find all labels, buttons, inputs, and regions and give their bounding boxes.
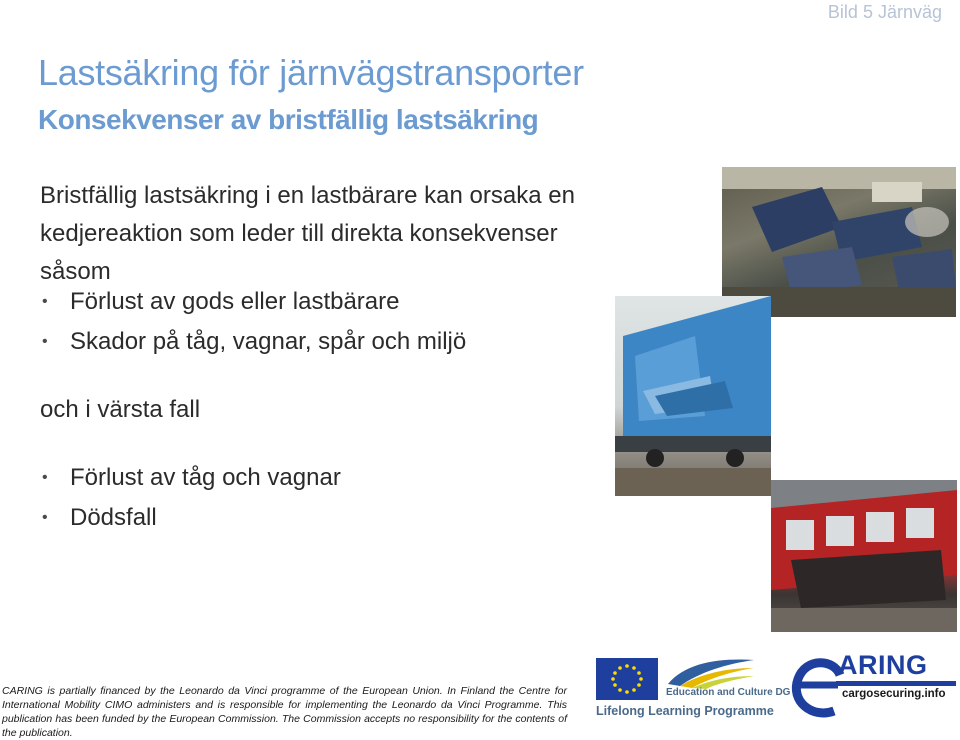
- bullet-icon: •: [42, 469, 48, 486]
- bullet-list-worst-case: [40, 458, 341, 538]
- bullet-list-consequences: [40, 282, 466, 362]
- education-culture-wing-icon: [666, 656, 756, 690]
- caring-url[interactable]: cargosecuring.info: [842, 688, 946, 700]
- footer-disclaimer: CARING is partially financed by the Leonardo da Vinci programme of the European Union. In Finland the Centre for International Mobility CIMO administers and is responsible for implementing the Leonardo da Vinci Programme. This publication has been funded by the European Commission. The Commission accepts no responsibility for the contents of the publication.: [2, 685, 567, 739]
- list-item: [40, 322, 466, 362]
- bullet-icon: •: [42, 293, 48, 310]
- intro-paragraph: Bristfällig lastsäkring i en lastbärare kan orsaka en kedjereaktion som leder till direkta konsekvenser såsom: [40, 182, 575, 285]
- photo-derailed-wagons: [722, 167, 956, 317]
- list-item-text: Förlust av gods eller lastbärare: [70, 288, 400, 315]
- photo-damaged-wagon: [615, 296, 771, 496]
- list-item-text: Förlust av tåg och vagnar: [70, 464, 341, 491]
- list-item: [40, 498, 341, 538]
- photo-crashed-train: [771, 480, 957, 632]
- list-item-text: Dödsfall: [70, 504, 157, 531]
- slide-subtitle: Konsekvenser av bristfällig lastsäkring: [38, 104, 539, 135]
- list-item: [40, 282, 466, 322]
- mid-paragraph: och i värsta fall: [40, 396, 201, 423]
- bullet-icon: •: [42, 509, 48, 526]
- eu-flag-icon: [596, 658, 658, 700]
- list-item: [40, 458, 341, 498]
- caring-logo-text: ARING: [838, 650, 928, 680]
- bullet-icon: •: [42, 333, 48, 350]
- slide-title: Lastsäkring för järnvägstransporter: [38, 52, 584, 93]
- list-item-text: Skador på tåg, vagnar, spår och miljö: [70, 328, 467, 355]
- lifelong-learning-label: Lifelong Learning Programme: [596, 704, 774, 718]
- slide-label: Bild 5 Järnväg: [827, 2, 942, 22]
- education-culture-label: Education and Culture DG: [666, 687, 791, 698]
